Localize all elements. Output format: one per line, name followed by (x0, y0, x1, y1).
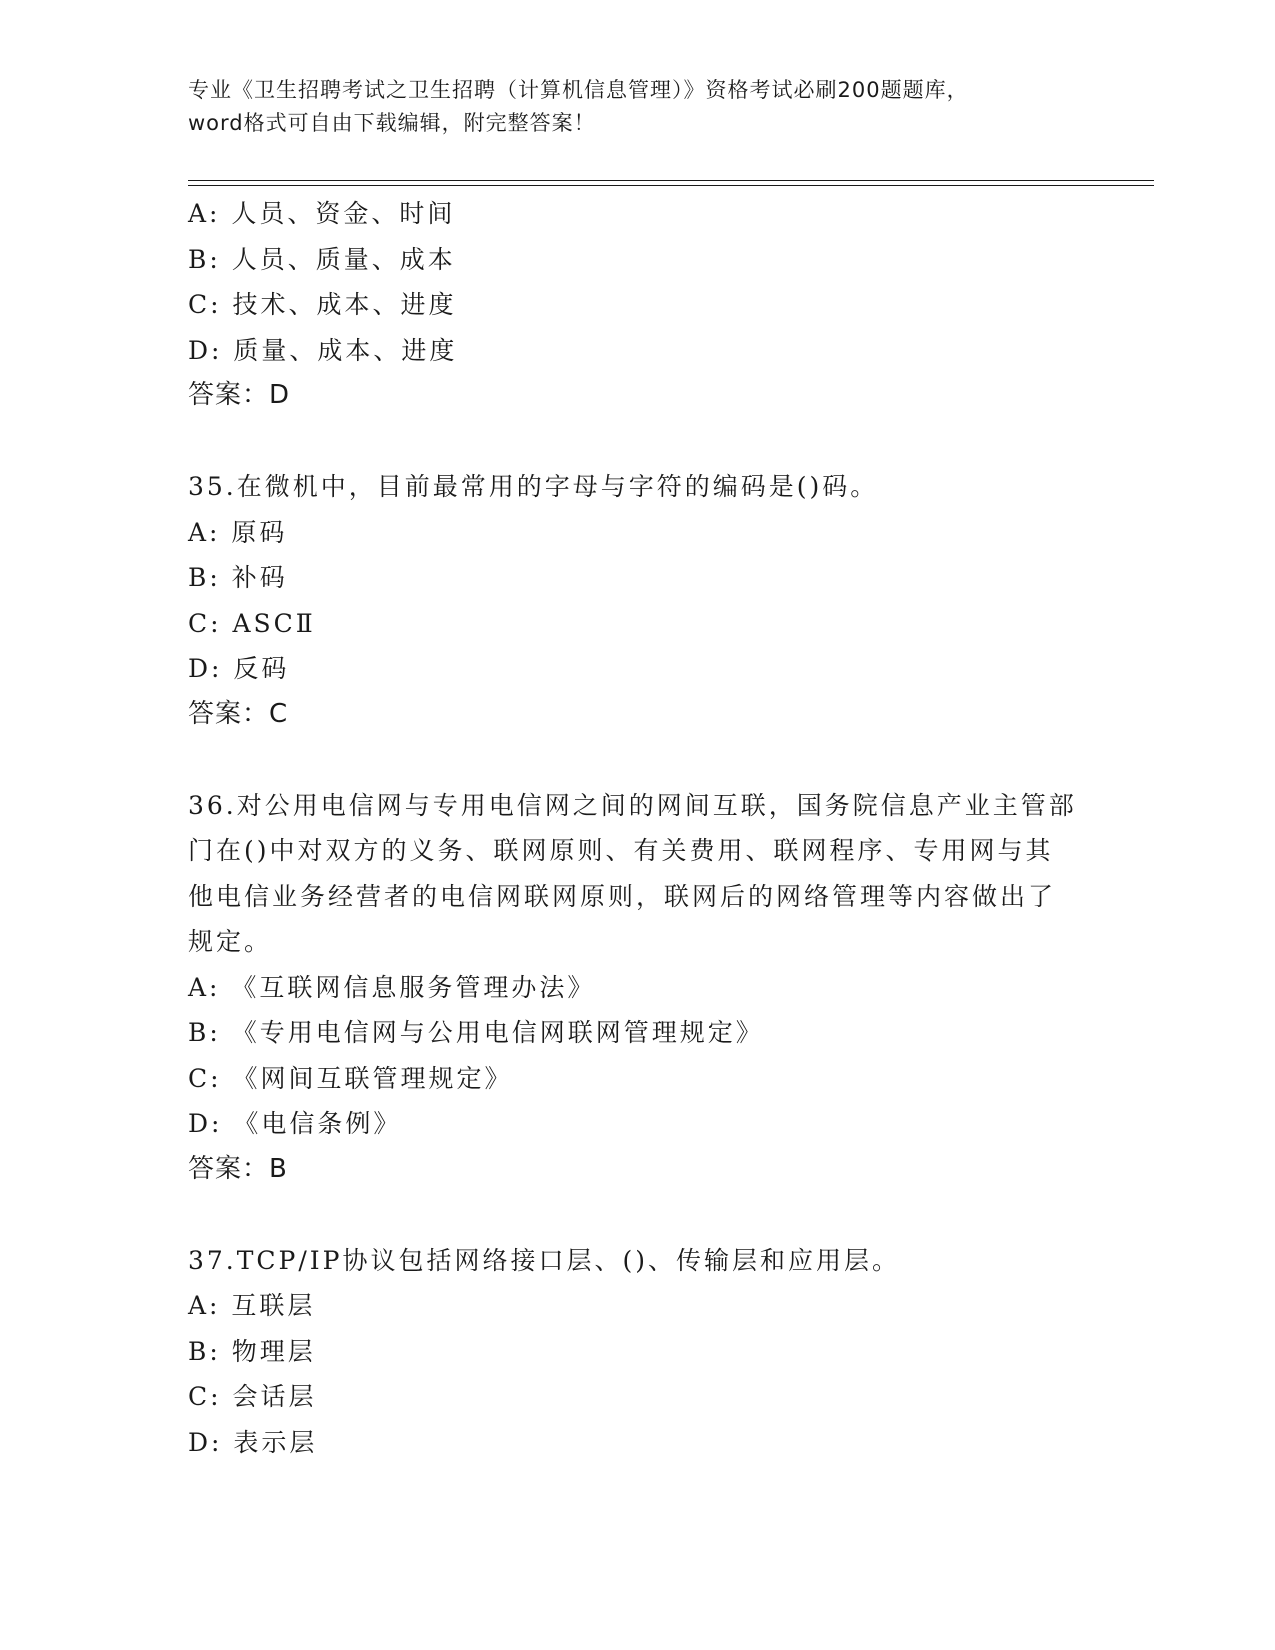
option-b: B: 补码 (188, 563, 288, 592)
document-header (188, 74, 1088, 140)
question-36 (188, 783, 1088, 1193)
question-35 (188, 464, 1088, 737)
answer: 答案：D (188, 380, 291, 410)
header-title-line-1: 专业《卫生招聘考试之卫生招聘（计算机信息管理）》资格考试必刷200题题库， (188, 78, 969, 102)
question-stem: 36.对公用电信网与专用电信网之间的网间互联，国务院信息产业主管部门在()中对双方的义务、联网原则、有关费用、联网程序、专用网与其他电信业务经营者的电信网联网原则，联网后的网络管理等内容做出了规定。 (188, 790, 1077, 956)
option-d: D: 表示层 (188, 1427, 318, 1457)
question-37 (188, 1238, 1088, 1466)
option-b: B: 《专用电信网与公用电信网联网管理规定》 (188, 1018, 764, 1047)
question-34 (188, 191, 1088, 419)
option-c: C: 技术、成本、进度 (188, 290, 457, 319)
option-a: A: 原码 (188, 517, 288, 547)
spacer (188, 1192, 1088, 1238)
spacer (188, 419, 1088, 465)
option-d: D: 反码 (188, 654, 290, 683)
header-title-line-2: word格式可自由下载编辑，附完整答案！ (188, 111, 596, 135)
option-a: A: 《互联网信息服务管理办法》 (188, 972, 596, 1002)
option-c: C: ASCⅡ (188, 608, 316, 638)
option-d: D: 质量、成本、进度 (188, 335, 458, 365)
question-stem: 37.TCP/IP协议包括网络接口层、()、传输层和应用层。 (188, 1245, 901, 1275)
answer: 答案：B (188, 1153, 288, 1184)
header-divider-top (188, 180, 1154, 181)
header-divider-bottom (188, 185, 1154, 186)
option-a: A: 互联层 (188, 1291, 316, 1320)
option-c: C: 《网间互联管理规定》 (188, 1063, 513, 1093)
option-a: A: 人员、资金、时间 (188, 199, 456, 228)
option-b: B: 人员、质量、成本 (188, 244, 456, 274)
spacer (188, 737, 1088, 783)
question-stem: 35.在微机中，目前最常用的字母与字符的编码是()码。 (188, 472, 879, 501)
option-d: D: 《电信条例》 (188, 1109, 402, 1138)
option-b: B: 物理层 (188, 1336, 316, 1366)
option-c: C: 会话层 (188, 1382, 317, 1411)
answer: 答案：C (188, 698, 289, 729)
question-list (188, 191, 1088, 1465)
